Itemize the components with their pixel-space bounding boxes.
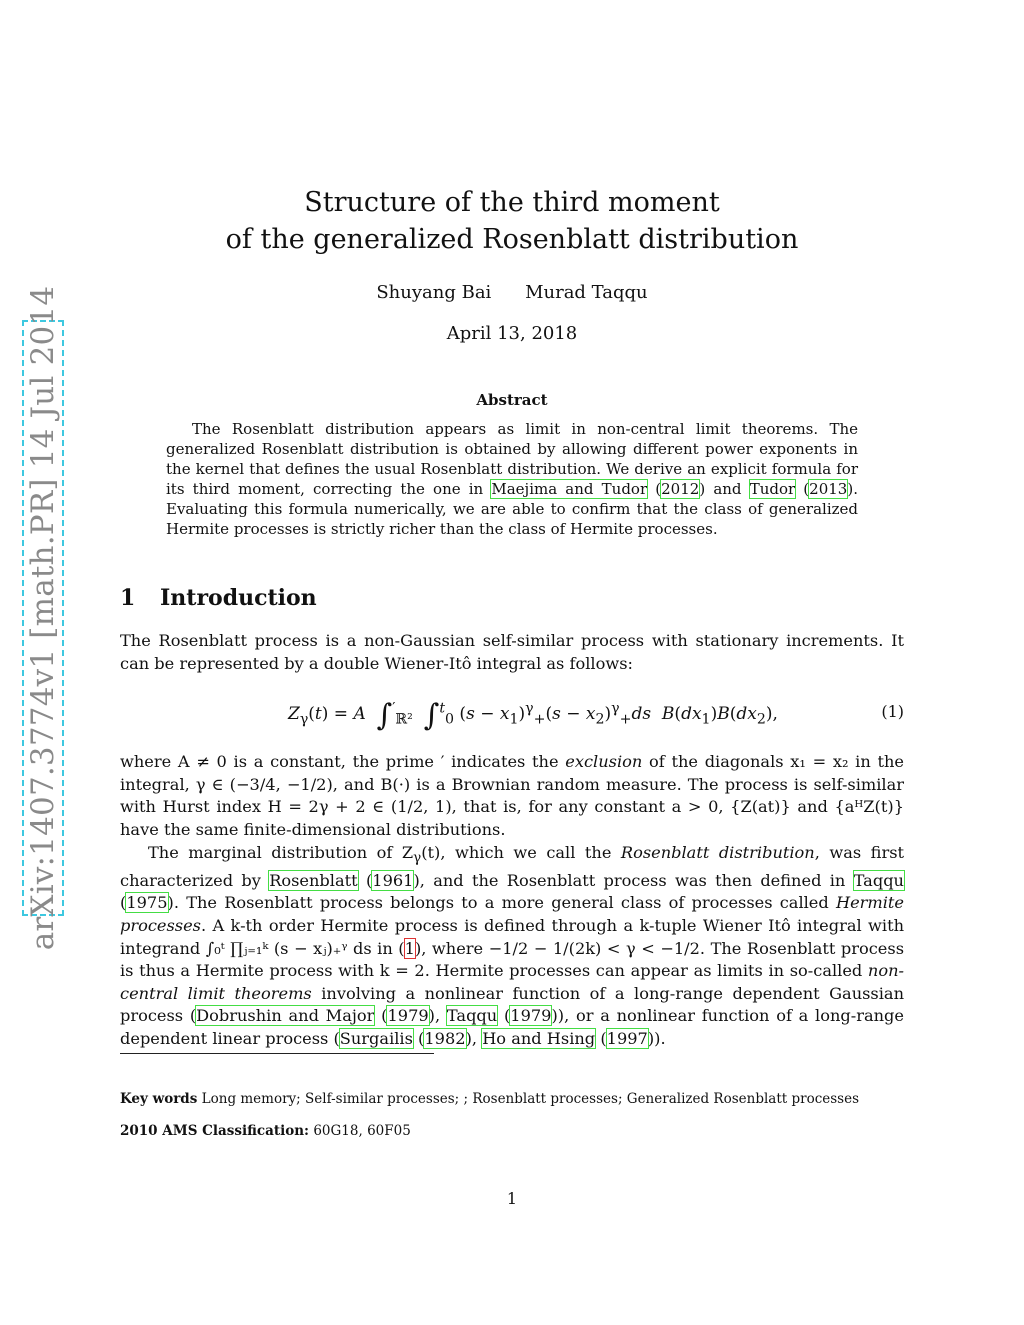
equation-number: (1) (881, 702, 904, 721)
equation-1 (120, 690, 904, 744)
author-1: Shuyang Bai (376, 282, 492, 303)
section-number: 1 (120, 585, 136, 611)
p3-text-g: ), where −1/2 − 1/(2k) < γ < −1/2. The Rosenblatt process is thus a Hermite process with k = 2. Hermite processes can appear as limits in so-called (120, 938, 904, 981)
p2-text-a: where A ≠ 0 is a constant, the prime ′ indicates the (120, 752, 566, 771)
cite-maejima-tudor-year[interactable]: 2012 (661, 480, 700, 498)
keywords-text: Long memory; Self-similar processes; ; Rosenblatt processes; Generalized Rosenblatt processes (201, 1091, 860, 1107)
title-line-2: of the generalized Rosenblatt distribution (225, 224, 799, 255)
p3-emphasis-2: Hermite processes (120, 893, 904, 936)
ams-text: 60G18, 60F05 (313, 1123, 411, 1139)
page-number: 1 (506, 1189, 518, 1208)
p3-text-f: . A k-th order Hermite process is defined through a k-tuple Wiener Itô integral with integrand ∫₀ᵗ ∏ⱼ₌₁ᵏ (s − xⱼ)₊ᵞ ds in ( (120, 916, 904, 958)
p2-emphasis: exclusion (565, 752, 643, 771)
p3-text-j: )). (647, 1028, 666, 1048)
abstract-text-1: The Rosenblatt distribution appears as limit in non-central limit theorems. The generalized Rosenblatt distribution is obtained by allowing different power exponents in the kernel that defines the usual Rosenblatt distribution. We derive an explicit formula for its third moment, correcting the one in (166, 420, 858, 498)
section-title: Introduction (160, 585, 317, 611)
paper-title (0, 184, 1024, 258)
abstract-heading: Abstract (476, 391, 548, 409)
p3-text-b: (t), which we call the (421, 843, 621, 862)
p3-text-c: , was first characterized by (120, 843, 905, 890)
section-heading-introduction (120, 585, 317, 611)
footnote-divider (120, 1053, 434, 1054)
p2-text-b: of the diagonals x₁ = x₂ in the integral, γ ∈ (−3/4, −1/2), and B(·) is a Brownian random measure. The process is self-similar with Hurst index H = 2γ + 2 ∈ (1/2, 1), that is, for any constant a > 0, {Z(at)} and {aᴴZ(t)} have the same finite-dimensional distributions. (120, 752, 904, 839)
p3-text-e: ). The Rosenblatt process belongs to a more general class of processes called (167, 893, 836, 913)
title-line-1: Structure of the third moment (304, 187, 720, 218)
ams-classification-line (120, 1123, 411, 1139)
author-2: Murad Taqqu (525, 282, 648, 303)
cite-surgailis[interactable]: Surgailis (339, 1028, 413, 1048)
abstract-body: The Rosenblatt distribution appears as limit in non-central limit theorems. The generalized Rosenblatt distribution is obtained by allowing different power exponents in the kernel that defines the usual Rosenblatt distribution. We derive an explicit formula for its third moment, correcting the one in Maejima and Tudor (2012) and Tudor (2013). Evaluating this formula numerically, we are able to confirm that the class of generalized Hermite processes is strictly richer than the class of Hermite processes. (166, 420, 858, 538)
cite-tudor[interactable]: Tudor (749, 480, 796, 498)
p3-text-a: The marginal distribution of Z (148, 843, 414, 862)
cite-surgailis-year[interactable]: 1982 (424, 1028, 466, 1048)
cite-taqqu-1979-year[interactable]: 1979 (510, 1006, 552, 1026)
arxiv-identifier-text: arXiv:1407.3774v1 [math.PR] 14 Jul 2014 (25, 285, 61, 951)
paper-date: April 13, 2018 (446, 323, 578, 344)
cite-ho-hsing[interactable]: Ho and Hsing (482, 1028, 596, 1048)
cite-dobrushin-major-year[interactable]: 1979 (387, 1006, 429, 1026)
cite-taqqu-1979[interactable]: Taqqu (446, 1006, 498, 1026)
author-list (0, 282, 1024, 303)
cite-ho-hsing-year[interactable]: 1997 (606, 1028, 648, 1048)
abstract-and: and (713, 480, 742, 498)
equation-1-formula: $Z_\gamma(t) = A$ $\int'_{ℝ^2}$ ∫$^t_0$ $(s - x_1)^\gamma_+(s - x_2)^\gamma_+ds$ $B(dx_1)B(dx_2)$, (288, 698, 778, 733)
arxiv-identifier-stamp[interactable] (22, 285, 64, 951)
intro-paragraph-3: The marginal distribution of $Z_\gamma(t)$, which we call the Rosenblatt distribution, was first characterized by Rosenblatt (1961), and the Rosenblatt process was then defined in Taqqu (1975). The Rosenblatt process belongs to a more general class of processes called Hermite processes. A k-th order Hermite process is defined through a k-tuple Wiener Itô integral with integrand ∫₀ᵗ ∏ⱼ₌₁ᵏ (s − xⱼ)₊ᵞ ds in (1), where −1/2 − 1/(2k) < γ < −1/2. The Rosenblatt process is thus a Hermite process with k = 2. Hermite processes can appear as limits in so-called non-central limit theorems involving a nonlinear function of a long-range dependent Gaussian process (Dobrushin and Major (1979), Taqqu (1979)), or a nonlinear function of a long-range dependent linear process (Surgailis (1982), Ho and Hsing (1997)). (120, 843, 905, 1048)
cite-dobrushin-major[interactable]: Dobrushin and Major (196, 1006, 375, 1026)
cite-rosenblatt[interactable]: Rosenblatt (269, 870, 358, 890)
cite-rosenblatt-year[interactable]: 1961 (372, 870, 414, 890)
cite-taqqu-1975-year[interactable]: 1975 (126, 893, 168, 913)
p3-text-d: ), and the Rosenblatt process was then defined in (413, 870, 854, 890)
keywords-label: Key words (120, 1091, 198, 1107)
ams-label: 2010 AMS Classification: (120, 1123, 310, 1139)
equation-1-reference[interactable]: 1 (404, 938, 415, 958)
intro-paragraph-1: The Rosenblatt process is a non-Gaussian self-similar process with stationary increments. It can be represented by a double Wiener-Itô integral as follows: (120, 631, 904, 673)
p3-emphasis-3: non-central limit theorems (120, 961, 904, 1003)
p3-text-h: involving a nonlinear function of a long-range dependent Gaussian process ( (120, 983, 904, 1026)
keywords-line (120, 1091, 859, 1107)
p3-text-i: )), or a nonlinear function of a long-range dependent linear process ( (120, 1006, 904, 1048)
intro-paragraph-2 (120, 751, 904, 841)
abstract-text-2: Evaluating this formula numerically, we are able to confirm that the class of generalized Hermite processes is strictly richer than the class of Hermite processes. (166, 500, 858, 538)
cite-tudor-year[interactable]: 2013 (809, 480, 848, 498)
cite-taqqu-1975[interactable]: Taqqu (853, 870, 904, 890)
p3-emphasis-1: Rosenblatt distribution (620, 843, 815, 862)
cite-maejima-tudor[interactable]: Maejima and Tudor (491, 480, 648, 498)
